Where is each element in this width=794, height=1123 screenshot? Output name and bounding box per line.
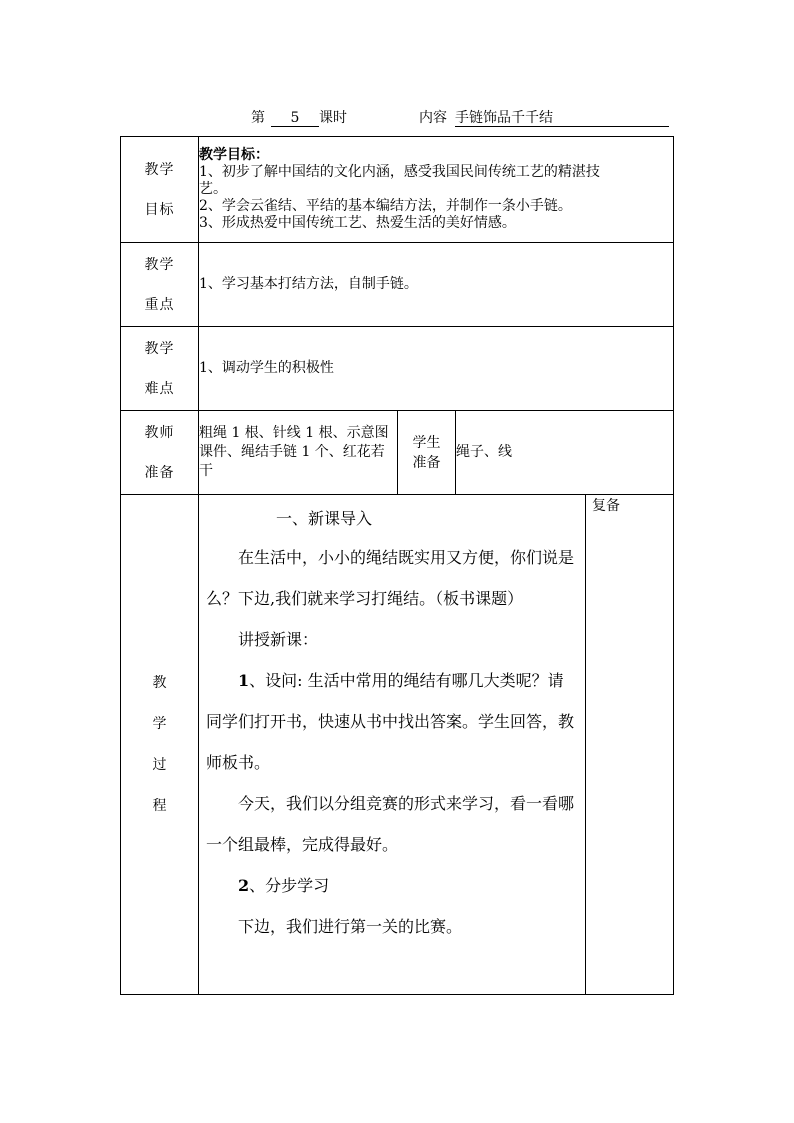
objective-line-1: 1、初步了解中国结的文化内涵，感受我国民间传统工艺的精湛技 [199,164,600,180]
competition-paragraph: 今天，我们以分组竞赛的形式来学习，看一看哪一个组最棒，完成得最好。 [206,794,575,854]
objectives-content [199,137,674,243]
difficulties-row [121,327,674,411]
objective-line-3: 3、形成热爱中国传统工艺、热爱生活的美好情感。 [199,215,516,231]
content-value: 手链饰品千千结 [455,109,669,127]
lesson-suffix: 课时 [319,110,347,126]
difficulties-label: 教学 难点 [121,327,199,411]
section-title: 一、新课导入 [276,509,373,528]
key-points-content: 1、学习基本打结方法，自制手链。 [199,243,674,327]
process-label: 教 学 过 程 [121,495,199,995]
preparation-row [121,411,674,495]
objective-line-1-cont: 艺。 [199,181,227,197]
difficulties-content: 1、调动学生的积极性 [199,327,674,411]
student-prep-content: 绳子、线 [456,411,674,495]
key-points-label: 教学 重点 [121,243,199,327]
first-round-paragraph: 下边，我们进行第一关的比赛。 [238,917,463,936]
objectives-label: 教学 目标 [121,137,199,243]
objectives-title: 教学目标： [199,147,269,163]
intro-paragraph: 在生活中，小小的绳结既实用又方便，你们说是么？下边,我们就来学习打绳结。（板书课题） [206,548,575,608]
key-points-row [121,243,674,327]
step2-paragraph: 2、分步学习 [238,876,330,895]
lesson-plan-table [120,136,674,995]
process-row [121,495,674,995]
step1-paragraph: 1、设问: 生活中常用的绳结有哪几大类呢？请同学们打开书，快速从书中找出答案。学生回答，教师板书。 [206,671,575,772]
objective-line-2: 2、学会云雀结、平结的基本编结方法，并制作一条小手链。 [199,198,572,214]
lesson-prefix: 第 [251,110,265,126]
objectives-row [121,137,674,243]
lesson-header [251,109,671,129]
teach-heading: 讲授新课： [238,630,319,649]
teacher-prep-content: 粗绳 1 根、针线 1 根、示意图课件、绳结手链 1 个、红花若干 [199,411,398,495]
review-cell: 复备 [586,495,674,995]
teacher-prep-label: 教师 准备 [121,411,199,495]
lesson-number: 5 [271,109,319,127]
process-content [199,495,586,995]
student-prep-label: 学生 准备 [398,411,456,495]
content-label: 内容 [419,110,447,126]
